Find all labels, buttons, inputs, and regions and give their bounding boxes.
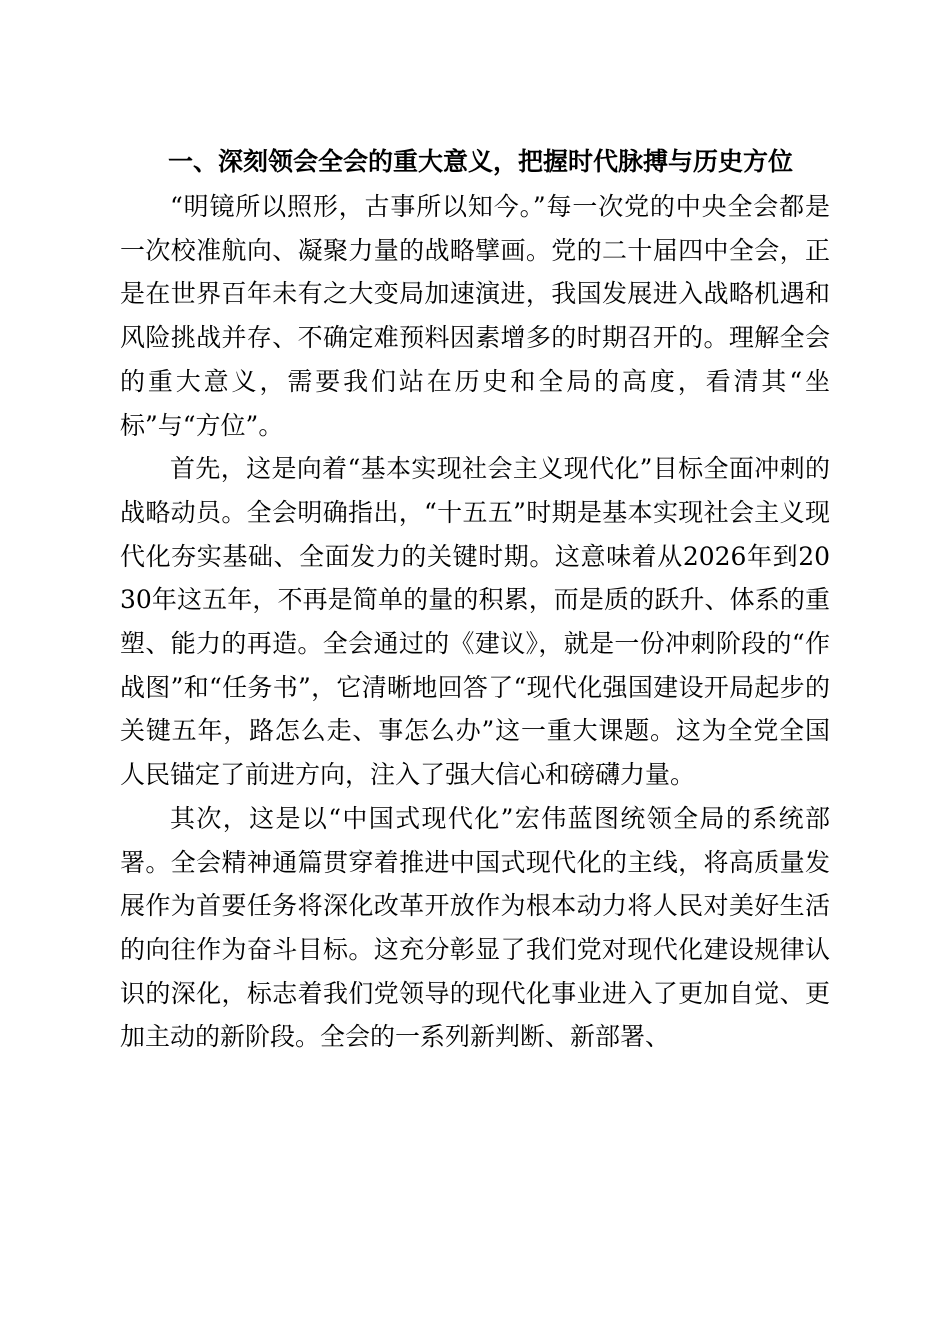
body-text: [120, 185, 830, 1059]
paragraph-intro: “明镜所以照形，古事所以知今。”每一次党的中央全会都是一次校准航向、凝聚力量的战略擘画。党的二十届四中全会，正是在世界百年未有之大变局加速演进，我国发展进入战略机遇和风险挑战并存、不确定难预料因素增多的时期召开的。理解全会的重大意义，需要我们站在历史和全局的高度，看清其“坐标”与“方位”。: [120, 192, 830, 440]
paragraph-second: 其次，这是以“中国式现代化”宏伟蓝图统领全局的系统部署。全会精神通篇贯穿着推进中国式现代化的主线，将高质量发展作为首要任务将深化改革开放作为根本动力将人民对美好生活的向往作为奋斗目标。这充分彰显了我们党对现代化建设规律认识的深化，标志着我们党领导的现代化事业进入了更加自觉、更加主动的新阶段。全会的一系列新判断、新部署、: [120, 803, 830, 1052]
section-heading: 一、深刻领会全会的重大意义，把握时代脉搏与历史方位: [168, 147, 794, 176]
paragraph-first: 首先，这是向着“基本实现社会主义现代化”目标全面冲刺的战略动员。全会明确指出，“十五五”时期是基本实现社会主义现代化夯实基础、全面发力的关键时期。这意味着从2026年到2030年这五年，不再是简单的量的积累，而是质的跃升、体系的重塑、能力的再造。全会通过的《建议》，就是一份冲刺阶段的“作战图”和“任务书”，它清晰地回答了“现代化强国建设开局起步的关键五年，路怎么走、事怎么办”这一重大课题。这为全党全国人民锚定了前进方向，注入了强大信心和磅礴力量。: [120, 454, 830, 790]
